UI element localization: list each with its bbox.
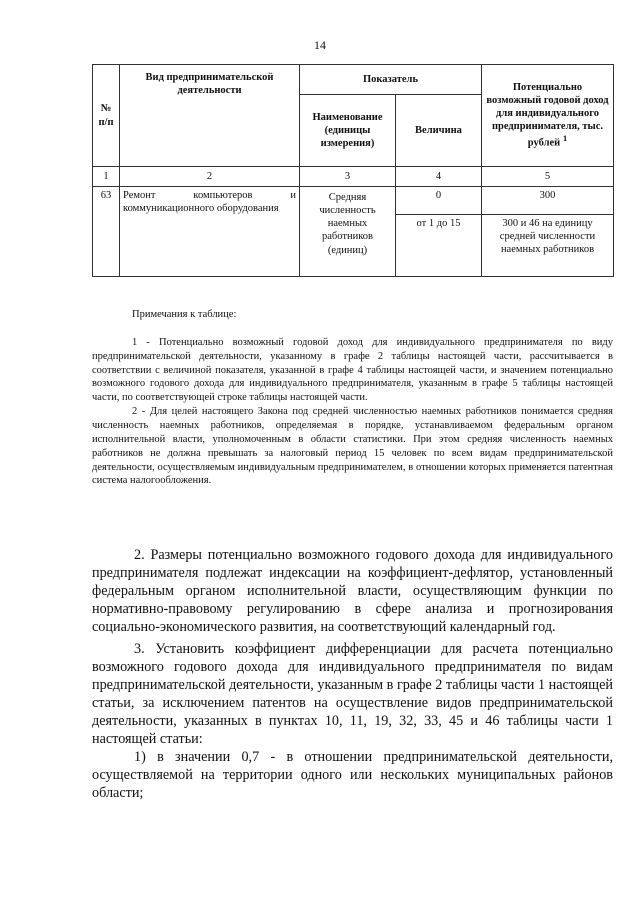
paragraph-3-item-1: 1) в значении 0,7 - в отношении предпринимательской деятельности, осуществляемой на территории одного или нескольких муниципальных районов области; bbox=[92, 749, 613, 802]
header-income: Потенциально возможный годовой доход для индивидуального предпринимателя, тыс. рублей $^1$ bbox=[482, 65, 614, 167]
note-1: 1 - Потенциально возможный годовой доход для индивидуального предпринимателя по виду предпринимательской деятельности, указанному в графе 2 таблицы настоящей части, рассчитывается в соответствии с величиной показателя, указанной в графе 4 таблицы настоящей части, и значением потенциально возможного годового дохода для индивидуального предпринимателя, указанным в графе 5 таблицы настоящей части, по соответствующей строке таблицы настоящей части. bbox=[92, 336, 613, 404]
row-value-2: от 1 до 15 bbox=[396, 215, 482, 277]
column-number-5: 5 bbox=[482, 167, 614, 187]
column-number-3: 3 bbox=[300, 167, 396, 187]
footnote-marker: 1 bbox=[562, 133, 568, 144]
page-number: 14 bbox=[314, 38, 326, 52]
header-indicator: Показатель bbox=[300, 65, 482, 95]
row-income-2: 300 и 46 на единицу средней численности наемных работников bbox=[482, 215, 614, 277]
header-number: № п/п bbox=[93, 65, 120, 167]
header-indicator-value: Величина bbox=[396, 95, 482, 167]
row-number: 63 bbox=[93, 187, 120, 277]
notes-title: Примечания к таблице: bbox=[132, 309, 237, 320]
header-activity: Вид предпринимательской деятельности bbox=[120, 65, 300, 167]
row-income-1: 300 bbox=[482, 187, 614, 215]
table-notes bbox=[92, 308, 613, 488]
row-indicator-name: Средняя численность наемных работников (единиц) bbox=[300, 187, 396, 277]
article-body bbox=[92, 546, 613, 802]
row-value-1: 0 bbox=[396, 187, 482, 215]
activity-rest: коммуникационного оборудования bbox=[123, 203, 279, 215]
column-number-1: 1 bbox=[93, 167, 120, 187]
paragraph-2: 2. Размеры потенциально возможного годового дохода для индивидуального предпринимателя подлежат индексации на коэффициент-дефлятор, установленный федеральным органом исполнительной власти, осуществляющим функции по нормативно-правовому регулированию в сфере анализа и прогнозирования социально-экономического развития, на соответствующий календарный год. bbox=[92, 547, 613, 636]
activity-first-line: Ремонт компьютеров и bbox=[123, 190, 296, 201]
row-activity bbox=[120, 187, 300, 277]
header-indicator-name: Наименование (единицы измерения) bbox=[300, 95, 396, 167]
paragraph-3: 3. Установить коэффициент дифференциации для расчета потенциально возможного годового дохода для индивидуального предпринимателя по видам предпринимательской деятельности, указанным в графе 2 таблицы части 1 настоящей статьи, за исключением патентов на осуществление видов предпринимательской деятельности, указанных в пунктах 10, 11, 19, 32, 33, 45 и 46 таблицы части 1 настоящей статьи: bbox=[92, 641, 613, 748]
note-2: 2 - Для целей настоящего Закона под средней численностью наемных работников понимается средняя численность наемных работников, определяемая в порядке, устанавливаемом федеральным органом исполнительной власти, уполномоченным в области статистики. При этом средняя численность наемных работников не должна превышать за налоговый период 15 человек по всем видам предпринимательской деятельности, осуществляемым индивидуальным предпринимателем, в отношении которых применяется патентная система налогообложения. bbox=[92, 406, 613, 487]
income-table bbox=[92, 64, 614, 277]
column-number-2: 2 bbox=[120, 167, 300, 187]
column-number-4: 4 bbox=[396, 167, 482, 187]
